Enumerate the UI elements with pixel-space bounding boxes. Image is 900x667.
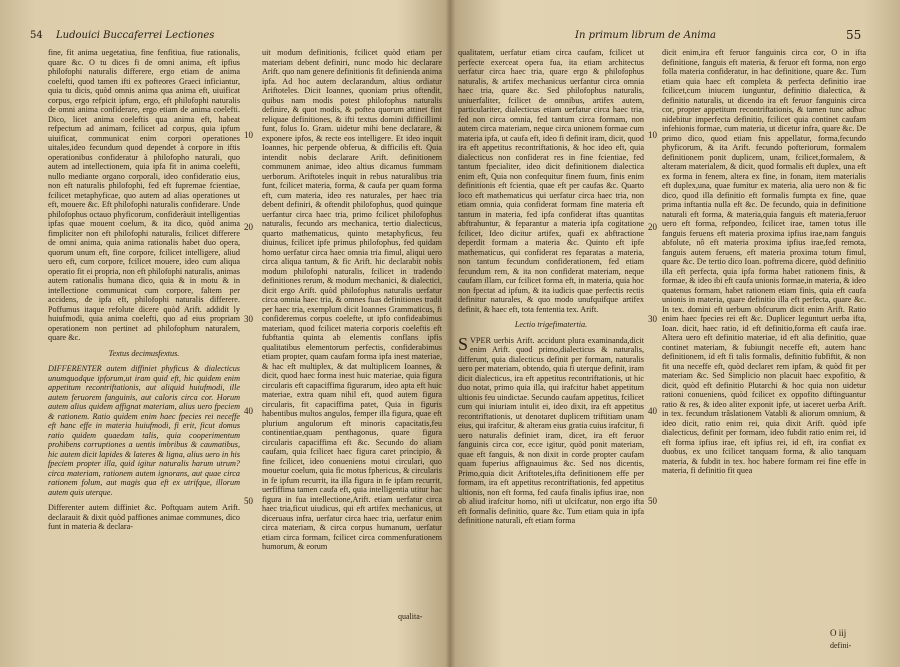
left-catchword: qualita- [398, 612, 423, 621]
right-margin-number-20: 20 [648, 222, 657, 232]
right-col1-text: qualitatem, uerfatur etiam circa caufam, fcilicet ut perfecte exerceat opera fua, ita etiam architectus uerfatur circa haec tria, quare ergo & philofophus naturalis, & artifex mechanicus uerfantur circa omnia haec tria, quare &c. Sed philofophus naturalis, uniuerfaliter, fcilicet de omnibus, artifex autem, particulariter, dialecticus etiam uerfatur circa haec tria, fed non circa omnia, fed tantum circa formam, non autem circa materiam, neque circa unionem formae cum materia ipfa, ut caufa eft, ideo fi definit iram, dicit, quod ira eft appetitus recontriftationis, & hoc ideo eft, quia dialecticus non confiderat res in fine fcientiae, fed tantum fpecialiter, ideo dicit definitionem dialectica enim eft, Quia non confequitur finem fuum, finis enim definitionis eft fcientia, quae eft per caufas &c. Quarto loco eft mathematicus qui uerfatur circa haec tria, non etiam omnia, quia confiderat formam fine materia eft tantum in materia, fed ipfa confiderat iftas quantitas abftrahuntur, & feparantur a materia ipfa cogitatione fcilicet, Ideo dicitur artifex, quafi ex abftractione deperdit formam a materia &c. Quinto eft ipfe mathematicus, qui confiderat res feparatas a materia, non tantum fecundum confiderationem, fed etiam fecundum rem, & ita non confiderat materiam, neque caufam illam, cur fcilicet forma eft, in materia, quia hoc non fpectat ad ipfum, & ita iudicis quae perfectis rectis definitur naturales, & quo modo unufquifque artifex definit, & haec eft, tota fententia tex. Arift. [458, 48, 644, 314]
left-col1-text: fine, fit anima uegetatiua, fine fenfitiua, fiue rationalis, quare &c. O tu dices fi de omni anima, eft ipfius philofophi naturalis differere, ergo etiam de anima coelefti, quod tamen ifti ex pofteores Graeci inficiantur, quia tu dicis, quòd omnis anima qua anima eft, uiuificat corpus, ergo refpicit ipfum, ergo, eft philofophi naturalis de omni anima confiderare, ergo etiam de anima coelefti. Dico, licet anima coeleftis qua anima eft, habeat refpectum ad animam, fcilicet ad corpus, quia ipfum uiuificat, communicat enim corpori operationes uitales,ideo fecundum quod dependet à corpore in iftis operationibus confideratur à philofopho naturali, quo autem ad intellectionem, quia ipfa fit in anima coelefti, nullo mediante organo corporali, ideo confideratio eius, non eft naturalis philofophi, fed eft fupremae fcientiae, fcilicet metaphyficae, quo autem ad alias operationes ut eft, mouere &c. Eft philofophi naturalis confiderare. Unde philofophus octauo phyficorum, confideràuit intelligentias ipfas quae mouent coelum, & ita dico, quòd anima fimpliciter non eft philofophi naturalis, fcilicet differere de omni anima, quia anima rationalis habet duo opera, quorum unum eft, fine corpore, fcilicet intelligere, aliud uero eft, cum corpore, fcilicet mouere, ideo cum aliqua operatio fit ei propria, non eft philofophi naturalis, animas autem rationalis humana dico, quia & in motu & in intellectione communicat cum corpore, faltem per accidens, de ipfa eft, philofophi naturalis differere. Poffumus itaque refolute dicere quòd Arift. addidit ly huiufmodi, quia anima coelefti, quo ad eius propriam operationem non pertinet ad philofophum naturalem, quare &c. [48, 48, 240, 342]
left-margin-number-40: 40 [244, 406, 253, 416]
right-catchword: defini- [830, 641, 852, 650]
left-margin-number-50: 50 [244, 496, 253, 506]
left-margin-number-30: 30 [244, 314, 253, 324]
drop-cap-letter: S [458, 333, 469, 354]
left-col2-text: uit modum definitionis, fcilicet quòd etiam per materiam debent definiri, nunc modo hic declarare Arift. quo nam genere definitionis fit definienda anima ipfa. Ad hoc autem declarandum, altius ordiatur Ariftoteles. Dicit Ioannes, quoniam prius oftendit, quibus nam modis potest philofophus naturalis definire, & quot modis, & poftea quorum attinet fint reliquae definitiones, & ifti textus domini difficillimi funt, folus Io. Gram. uidetur mihi bene declarare, & exponere ipfos, & recte eos intelligere. Et ideo inquit Ioannes, hic perpende obferua, & difficilis eft. Quia intendit nobis declarare Arift. definitionem communem animae, ideo altius dicamus fummam uerborum. Ariftoteles inquit in rebus naturalibus tria funt, fcilicet materia, forma, & caufa per quam forma eft, cum materia, ideo res naturales, per haec tria debent definiri, & oftendit philofophus, quod quinque uerfantur circa haec tria, primo fcilicet philofophus naturalis, fecundo ars mechanica, tertio dialecticus, quarto mathematicus, quinto metaphyficus, feu diuinus, fcilicet ipfe primus philofophus, fed quidam homo uerfatur circa haec omnia tria fimul, aliqui uero circa aliqua tantum, & fic Arift. hic declarabit nobis modum philofophi naturalis, fcilicet in tradendo definitiones rerum, & modum mechanici, & dialectici, dicit ergo Arift. quòd philofophus naturalis uerfatur circa omnia haec tria, & omnes fuas definitiones tradit per haec tria, exemplum dicit Ioannes Grammaticus, fi confideremus corpus coelefte, ut ipfo confideabimus materiam, quod fcilicet materia corporis coeleftis eft fubftantia quinta ab elementis conflans ipfis qualitatibus elementorum perfectis, confiderabimus etiam propter, quam caufam forma ipfa inest materiae, & hac eft multiplex, & dat multiplicem Ioannes, & dicit, quod haec forma inest huic materiae, quia figura circularis eft capaciffima figurarum, ideo apta eft huic materiae, extra quam nihil eft, quod autem figura circularis, fit capaciffima patet, Quia in figuris habentibus multos angulos, femper illa figura, quae eft plurium angulorum eft minoris capacitatis,feu continentiae,quam penthagonus, quare figura circularis capaciffima eft &c. Secundo do aliam caufam, quia fcilicet haec figura caret principio, & fine fcilicet, ideo conueniens motui circulari, quo mouetur coelum, quia fic motus fphericus, & circularis in fe ipfum recurrit, ita illa figura in fe ipfam recurrit, uerfiffima tamen caufa eft, quia intelligentia utitur hac figura in fua intellectione,Arift. etiam uerfatur circa haec tria,ficut uiudicus, qui eft artifex mechanicus, ut diceruaus infra, uerfatur circa haec tria, uerfatur enim circa materiam, & circa corpus humanum, uerfatur etiam circa formam, fcilicet circa commenfurationem humorum, & eorum [262, 48, 442, 551]
right-margin-number-30: 30 [648, 314, 657, 324]
right-column-2 [662, 48, 866, 613]
right-col1-lectio-text: VPER uerbis Arift. accidunt plura examinanda,dicit enim Arift. quod primo,dialecticus & naturalis, differunt, quia dialecticus definit per formam, naturalis uero per materiam, obtendo, quia fi uterque definit, iram dicit dialecticus, ira eft appetitus recontriftationis, ut hic duo notat, primo quia illa, qui irafcitur habet appetitum ultionis feu uindictae. Secundo caufam appetitus, fcilicet cum qui iniuriam intulit ei, ideo dixit, ira eft appetitus recontriftationis, ut denotaret duplicem triftitiam unam eius, qui irafcitur, & alteram eius gratia cuius irafcitur, fi uero naturalis definiet iram, dicet, ira eft feruor fanguinis circa cor, ecce igitur, quòd ponit materiam, quae eft fanguis, & non dixit in corde propter caufam quam fuperius affignauimus &c. Sed nos dicentis, Primo,quia dicit Ariftoteles,ifta definitionem effe per formam, ira eft appetitus recontriftationis, fed appetitus ultionis, non eft forma, fed caufa finalis ipfius irae, non ob aliud irafcitur homo, nifi ut ulcifcatur, non ergo ifta eft formalis definitio, quare &c. Tum etiam quia in ipfa definitione naturali, eft etiam forma [458, 335, 644, 525]
right-running-head: In primum librum de Anima [575, 30, 717, 41]
left-col1-commentary: Differenter autem diffiniet &c. Poftquam autem Arift. declarauit & dixit quòd paffiones animae communes, dico funt in materia & declara- [48, 503, 240, 531]
right-margin-number-50: 50 [648, 496, 657, 506]
right-margin-number-40: 40 [648, 406, 657, 416]
right-column-1 [458, 48, 644, 588]
left-margin-number-10: 10 [244, 130, 253, 140]
left-margin-number-20: 20 [244, 222, 253, 232]
left-section-heading: Textus decimusfextus. [108, 348, 180, 358]
left-column-1 [48, 48, 240, 603]
left-page-number: 54 [30, 30, 43, 41]
right-col2-text: dicit enim,ira eft feruor fanguinis circa cor, O in ifta definitione, fanguis eft materia, & feruor eft forma, non ergo folla materia confideratur, in hac definitione, quare &c. Tum etiam quia haec eft completa & perfecta definitio irae fcilicet,cum iniucem iunguntur, definitio dialectica, & definitio naturalis, ut dicendo ira eft feruor fanguinis circa cor, propter appetitum recontriftationis, & tamen tunc adhuc nidebitur imperfecta definitio, fcilicet quia continet caufam infehionis formae, cum materia, ut dicetur infra, quare &c. De primo dico, quod etiam fnis appellatur, forma,fecundo phyficorum, & ita Arift. fecundo pofteriorum, formalem definitionem ponit duplicem, unam, fcilicet,formalem, & alteram materialem, & dicit, quod formalis eft duplex, una eft ex forma in fenem, altera ex fine, in fonam, item materialis eft duplex,una, quae fumitur ex materia, alia uero non & fic dico, quod illa definitio eft formalis fumpta ex fine, quae prima inftantia nulla eft &c. De fecundo, quia in definitione naturali eft forma, & materia,quia fanguis eft materia,feruor uero eft forma, refpondeo, fcilicet irae, tamen totus ille fanguis feruens eft materia proxima ipfius irae,nam fanguis abfolute, nô eft materia proxima ipfius irae,fed remota, fanguis autem feruens, eft materia proxima totum fimul, quare &c. De tertio dico Ioan. poftrema dicere, quòd definitio illa eft perfecta, quia ipfa forma habet rationem finis, & formae, & ideo ibi eft caufa unionis formae,in materia, & ideo quatenus formam, habet rationem etiam finis, quia eft caufa unionis in materia, quare definitio illa eft perfecta, quare &c. In tex. domini eft uerbum obfcurum dicit enim Arift. Ratio enim haec fpecies rei eft &c. Duplicer legunturt uerba ifta, Ioan. dicit, haec ratio, id eft definitio,forma eft caufa irae. Altera uero eft definitio materiae, id eft alia definitio, quae continet materiam, & fubiungit neceffe eft, autem hanc definitionem, id eft fi talis formalis, definitio fubfiftit, & non fit una neceffe eft, quòd declaret rem ipfam, & quòd fit per materiam &c. Sed Simplicio non placuit haec expofitio, & dicit, quòd eft definitio Plutarchi & hoc quia non uidetur rationi conueniens, quòd fcilicet ex oppofito diftinguantur ratio & res, & ideo aliter exponit ipfe, ut iaceret uerba Arift. in tex. fecundum trâslationem Vatabli & aliorum omnium, & ideo dicit, ratio enim rei, quia dixit Arift. quòd ipfe dialecticus, definit per formam, ideo fubdit ratio enim rei, id eft forma ipfius irae, eft ipfius rei, id eft, ira confiat ex duobus, ex uno fcilicet tanquam forma, & alio tanquam materia, & fubdit in tex. hoc habere formam rei fine effe in materia, fi definitio fit quea [662, 48, 866, 475]
right-page [450, 0, 900, 667]
right-margin-number-10: 10 [648, 130, 657, 140]
right-page-number: 55 [846, 28, 862, 42]
signature-mark: O iij [830, 628, 847, 638]
left-column-2 [262, 48, 442, 610]
left-aristotle-text: DIFFERENTER autem diffiniet phyficus & dialecticus unumquodque ipforum,ut iram quid eft, hic quidem enim appetitum recontriftationis, aut aliquid huiufmodi, ille autem feruorem fanguinis, aut caloris circa cor. Horum autem alius quidem affignat materiam, alius uero fpeciem & rationem. Ratio quidem enim haec fpecies rei neceffe eft hanc effe in materia huiufmodi, fi erit, ficut domus ratio quidem quaedam talis, quia cooperimentum prohibens corruptiones a uentis imbribus & caumatibus, hic autem dicit lapides & lateres & ligna, alius uero in his fpeciem propter illa, quid igitur naturalis harum utrum? circa materiam, rationem autem ignorans, aut quae circa rationem folum, aut magis qua eft ex utrifque, illorum autem quis uterque. [48, 364, 240, 497]
left-running-head: Ludouici Buccaferrei Lectiones [56, 30, 215, 41]
right-section-heading: Lectio trigefimatertia. [514, 320, 588, 329]
